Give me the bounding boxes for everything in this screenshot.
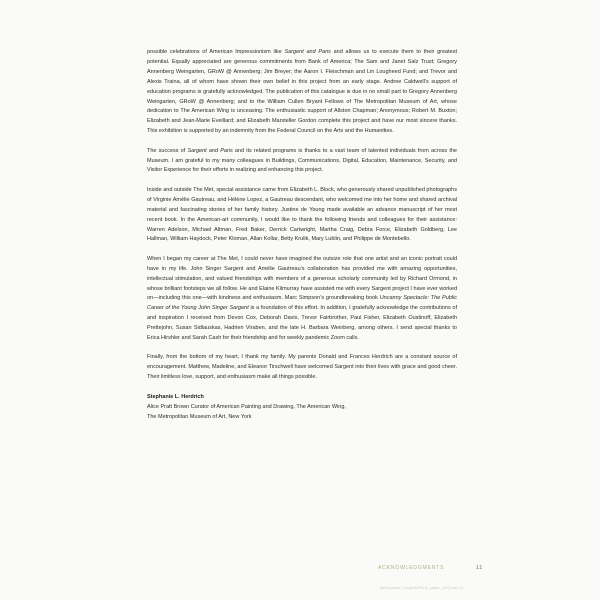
paragraph — [147, 353, 457, 383]
paragraph-text: possible celebrations of American Impressionism like — [147, 49, 285, 55]
paragraph — [147, 147, 457, 177]
page-footer — [378, 563, 488, 573]
acknowledgments-body — [147, 48, 457, 422]
paragraph-text: When I began my career at The Met, I could never have imagined the outsize role that one artist and an iconic portrait could have in my life. John Singer Sargent and Amélie Gautreau’s collaboration has provided me with amazing opportunities, intellectual stimulation, and valued friendships with members of a generous scholarly community led by Richard Ormond, in whose brilliant footsteps we all follow. He and Elaine Kilmurray have assisted me with every Sargent project I have ever worked on—including this one—with kindness and enthusiasm. Marc Simpson’s groundbreaking book — [147, 255, 457, 302]
paragraph-text: and its related programs is thanks to a vast team of talented individuals from across the Museum. I am grateful to my many colleagues in Buildings, Communications, Digital, Education, Maintenance, Security, and Visitor Experience for their efforts in realizing and enhancing this project. — [147, 147, 457, 174]
paragraph — [147, 186, 457, 245]
paragraph-text: The success of — [147, 147, 188, 154]
paragraph-text: Finally, from the bottom of my heart, I thank my family. My parents Donald and Frances Herdrich are a constant source of encouragement. Matthew, Madeline, and Eleanor Tirschwell have welcomed Sargent into their lives with grace and good cheer. Their limitless love, support, and enthusiasm make all things possible. — [147, 354, 457, 381]
italic-title-text: Sargent and Paris — [187, 147, 233, 154]
paragraph — [147, 255, 457, 344]
paragraph-text: and allows us to execute them to their greatest potential. Equally appreciated are generous commitments from Bank of America; The Sam and Janet Salz Trust; Gregory Annenberg Weingarten, GRoW @ Annenberg; Jim Breyer; the Aaron I. Fleischman and Lin Lougheed Fund; and Trevor and Alexis Traina, all of whom have shown their own belief in this project from an early stage. Andree Caldwell’s support of education programs is gratefully acknowledged. The publication of this catalogue is due in no small part to Gregory Annenberg Weingarten, GRoW @ Annenberg; and to the William Cullen Bryant Fellows of The Metropolitan Museum of Art, whose dedication to The American Wing is unceasing. The enthusiastic support of Allston Chapman; Anonymous; Robert M. Buxton; Elizabeth and Jean-Marie Eveillard; and Elizabeth Marsteller Gordon complete this project and have our most sincere thanks. This exhibition is supported by an indemnity from the Federal Council on the Arts and the Humanities. — [147, 49, 457, 135]
italic-title-text: Sargent and Paris — [284, 49, 331, 55]
page-number: 11 — [476, 564, 483, 571]
slug-line: Metropolitan_Sargent&Paris_pages_2023.indd 11 — [380, 586, 464, 590]
paragraph-text: Inside and outside The Met, special assistance came from Elizabeth L. Block, who generously shared unpublished photographs of Virginie Amélie Gautreau, and Hélène Lopez, a Gautreau descendant, who welcomed me into her home and shared archival material and fascinating stories of her family history. Justine de Young made available an advance manuscript of her most recent book. In the American-art community, I would like to thank the following friends and colleagues for their assistance: Warren Adelson, Michael Altman, Fred Baker, Derrick Cartwright, Martha Craig, Debra Force, Elizabeth Goldberg, Lee Hallman, William Haydock, Peter Kloman, Allan Kollar, Betty Krulik, Mary Lublin, and Philippe de Montebello. — [147, 186, 457, 243]
signature-block — [147, 393, 457, 423]
paragraph — [147, 48, 457, 137]
paragraph-text: is a foundation of this effort. In addition, I gratefully acknowledge the contributions of and inspiration I received from Devon Cox, Deborah Davis, Trevor Fairbrother, Paul Fisher, Elizabeth Oustinoff, Elizabeth Prettejohn, Susan Sidlauskas, Hadrien Viraben, and the late H. Barbara Weinberg, among others. I send special thanks to Erica Hirshler and Sarah Cash for their friendship and for weekly pandemic Zoom calls. — [147, 305, 457, 342]
author-institution: The Metropolitan Museum of Art, New York — [147, 413, 252, 420]
author-title: Alice Pratt Brown Curator of American Painting and Drawing, The American Wing, — [147, 403, 346, 410]
section-label: ACKNOWLEDGMENTS — [378, 565, 445, 571]
italic-title-text: Uncanny Spectacle: The Public Career of the Young John Singer Sargent — [147, 295, 457, 312]
author-name: Stephanie L. Herdrich — [147, 393, 204, 400]
